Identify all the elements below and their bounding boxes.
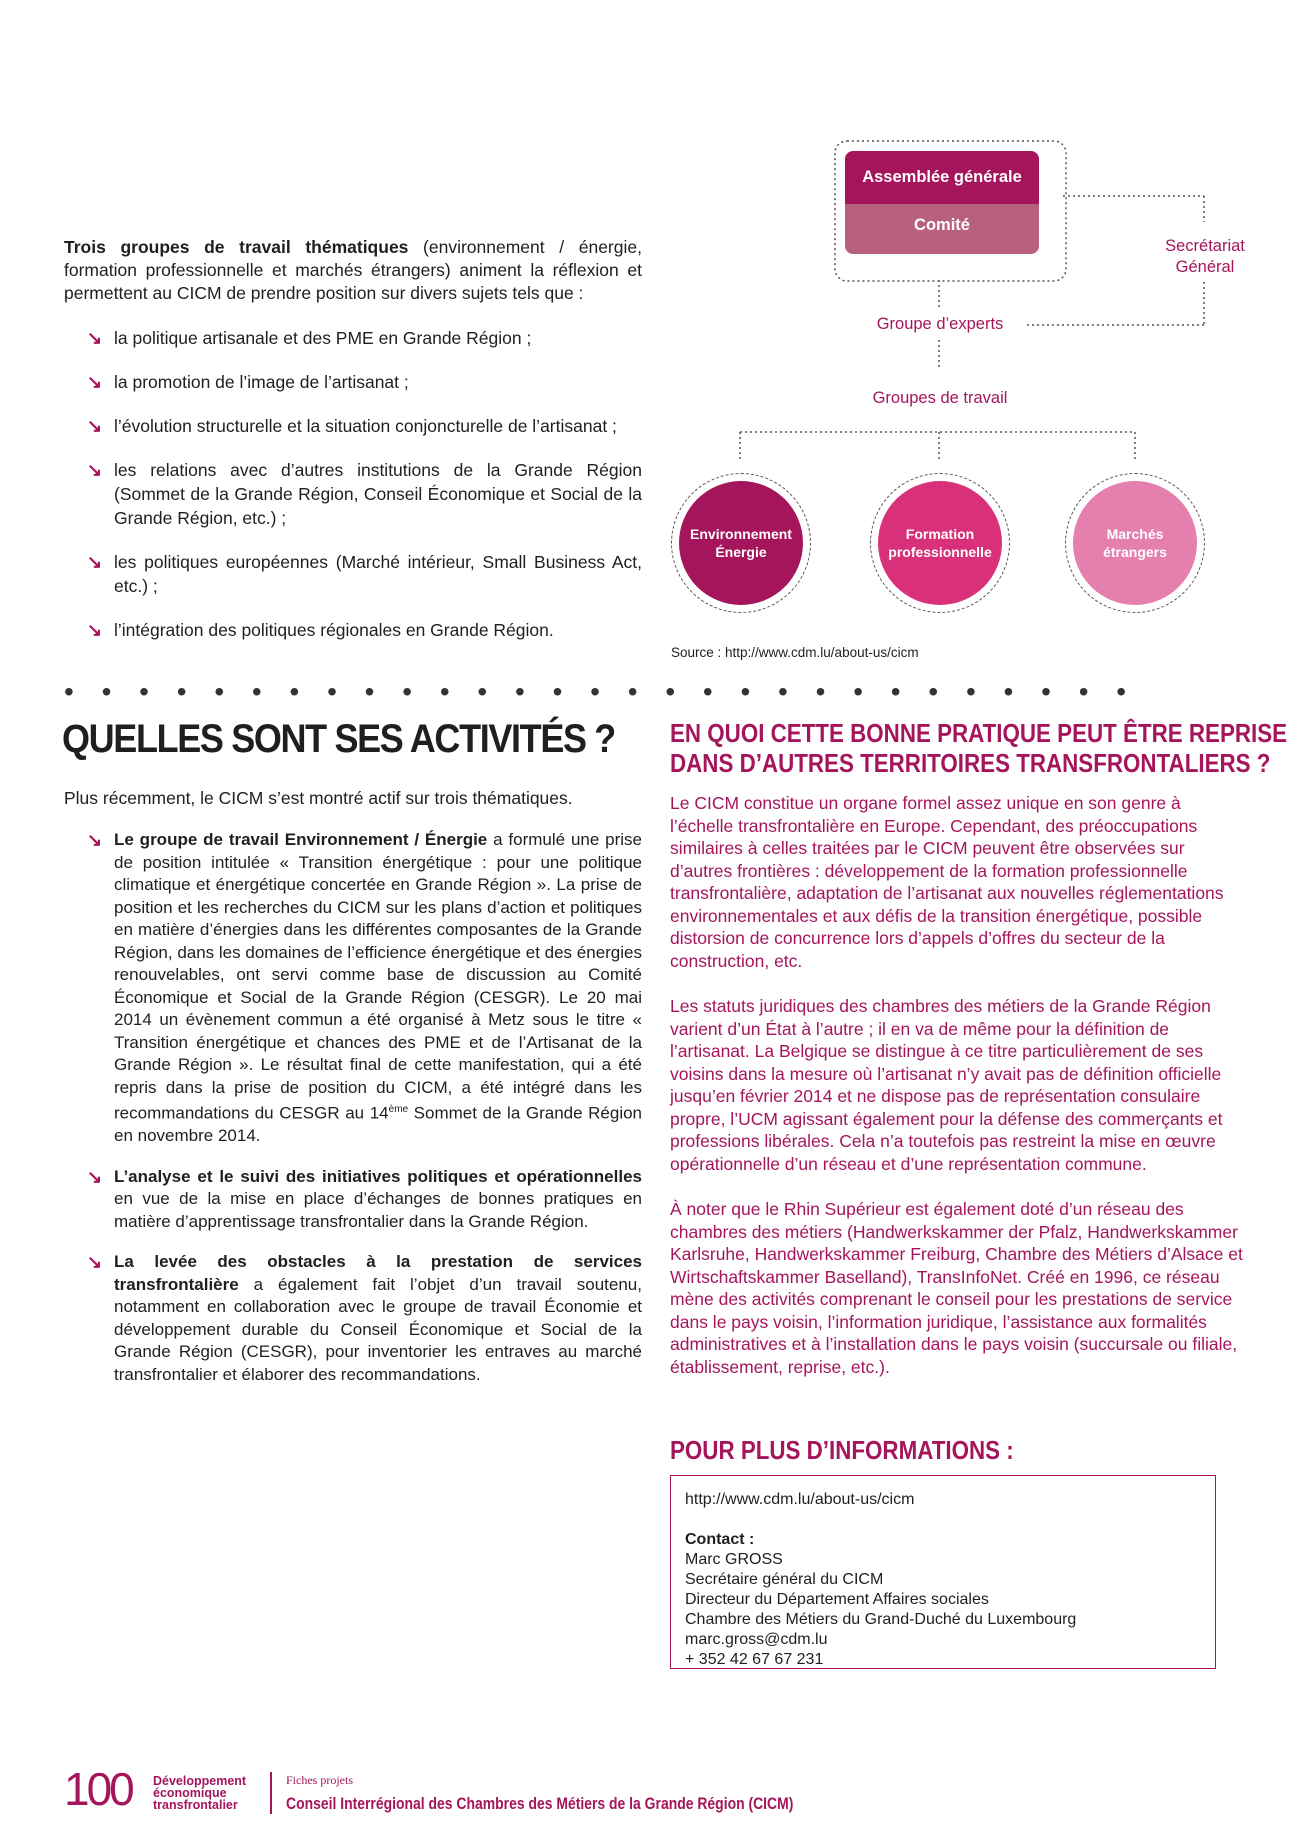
org-source: Source : http://www.cdm.lu/about-us/cicm: [671, 645, 919, 660]
arrow-icon: ↘: [87, 416, 103, 436]
contact-name: Marc GROSS: [685, 1551, 783, 1568]
list-item: ↘ les politiques européennes (Marché intérieur, Small Business Act, etc.) ;: [87, 552, 642, 596]
footer-section: Développement économique transfrontalier: [153, 1774, 247, 1812]
contact-organisation: Chambre des Métiers du Grand-Duché du Luxembourg: [685, 1611, 1077, 1628]
intro-paragraph: [64, 236, 642, 305]
arrow-icon: ↘: [87, 620, 103, 640]
assembly-label: Assemblée générale: [862, 168, 1022, 186]
arrow-icon: ↘: [87, 1166, 103, 1187]
footer-divider: [270, 1772, 272, 1814]
secretariat-label: Secrétariat Général: [1165, 237, 1245, 276]
intro-bold: Trois groupes de travail thématiques: [64, 237, 409, 257]
list-item: ↘ Le groupe de travail Environnement / Énergie a formulé une prise de position intitulée « Transition énergétique : pour une politique climatique et énergétique concertée en Grande Région ». La prise de position et les recherches du CICM sur les plans d’action et politiques en matière d’énergies dans les différentes composantes de la Grande Région, dans les domaines de l’efficience énergétique et des énergies renouvelables, ont servi comme base de discussion au Comité Économique et Social de la Grande Région (CESGR). Le 20 mai 2014 un évènement commun a été organisé à Metz sous le titre « Transition énergétique et chances des PME et de l’Artisanat de la Grande Région ». Le résultat final de cette manifestation, qui a été repris dans la prise de position du CICM, a été intégré dans les recommandations du CESGR au 14ème Sommet de la Grande Région en novembre 2014.: [87, 830, 643, 1146]
page-number: 100: [64, 1763, 132, 1815]
arrow-icon: ↘: [87, 552, 103, 572]
list-item: ↘ La levée des obstacles à la prestation de services transfrontalière a également fait l’objet d’un travail soutenu, notamment en collaboration avec le groupe de travail Économie et développement durable du Conseil Économique et Social de la Grande Région (CESGR), pour inventorier les entraves au marché transfrontalier et élaborer des recommandations.: [87, 1252, 642, 1384]
arrow-icon: ↘: [87, 372, 103, 392]
transfer-paragraph: Les statuts juridiques des chambres des métiers de la Grande Région varient d’un État à l’autre ; il en va de même pour la définition de l’artisanat. La Belgique se distingue à ce titre particulièrement de ses voisins dans la mesure où l’artisanat n’y avait pas de définition officielle jusqu’en février 2014 et ne dispose pas de représentation consulaire propre, l’UCM agissant également pour la défense des commerçants et professions libérales. Cela n’a toutefois pas restreint la mise en œuvre opérationnelle d’un réseau et d’une représentation commune.: [670, 996, 1223, 1174]
list-item: ↘ les relations avec d’autres institutions de la Grande Région (Sommet de la Grande Région, Conseil Économique et Social de la Grande Région, etc.) ;: [87, 460, 642, 528]
circle-training: Formation professionnelle: [870, 473, 1010, 613]
contact-box: [670, 1475, 1216, 1669]
transfer-body: [670, 792, 1248, 1401]
activities-list: [64, 829, 642, 1404]
contact-email[interactable]: marc.gross@cdm.lu: [685, 1631, 828, 1648]
contact-department: Directeur du Département Affaires sociales: [685, 1591, 989, 1608]
activities-intro: Plus récemment, le CICM s’est montré actif sur trois thématiques.: [64, 788, 573, 808]
intro-text: (environnement / énergie, formation professionnelle et marchés étrangers) animent la réflexion et permettent au CICM de prendre position sur divers sujets tels que :: [64, 237, 642, 303]
arrow-icon: ↘: [87, 1252, 103, 1273]
committee-box: [845, 204, 1039, 254]
circle-environment: Environnement Énergie: [671, 473, 811, 613]
committee-label: Comité: [914, 216, 970, 234]
arrow-icon: ↘: [87, 328, 103, 348]
list-item: ↘ la promotion de l’image de l’artisanat ;: [87, 372, 409, 392]
activities-title: QUELLES SONT SES ACTIVITÉS ?: [62, 717, 615, 761]
footer-title: Conseil Interrégional des Chambres des Métiers de la Grande Région (CICM): [286, 1794, 794, 1813]
list-item: ↘ L’analyse et le suivi des initiatives politiques et opérationnelles en vue de la mise en place d’échanges de bonnes pratiques en matière d’apprentissage transfrontalier dans la Grande Région.: [87, 1166, 642, 1231]
assembly-box: [845, 151, 1039, 204]
experts-label: Groupe d’experts: [876, 315, 1004, 333]
dotted-separator: • • • • • • • • • • • • • • • • • • • • • • • • • • • • •: [64, 676, 1137, 707]
more-info-title: POUR PLUS D’INFORMATIONS :: [670, 1435, 1014, 1465]
list-item: ↘ la politique artisanale et des PME en Grande Région ;: [87, 328, 532, 348]
transfer-title: EN QUOI CETTE BONNE PRATIQUE PEUT ÊTRE REPRISE DANS D’AUTRES TERRITOIRES TRANSFRONTALIERS ?: [670, 718, 1288, 778]
groups-label: Groupes de travail: [872, 389, 1008, 407]
contact-label: Contact :: [685, 1531, 755, 1548]
transfer-paragraph: Le CICM constitue un organe formel assez unique en son genre à l’échelle transfrontalière en Europe. Cependant, des préoccupations similaires à celles traitées par le CICM peuvent être observées sur d’autres frontières : développement de la formation professionnelle transfrontalière, adaptation de l’artisanat aux nouvelles réglementations environnementales et aux défis de la transition énergétique, possible distorsion de concurrence lors d’appels d’offres du secteur de la construction, etc.: [670, 793, 1224, 971]
info-url[interactable]: http://www.cdm.lu/about-us/cicm: [685, 1491, 915, 1508]
contact-role: Secrétaire général du CICM: [685, 1571, 884, 1588]
list-item: ↘ l’évolution structurelle et la situation conjoncturelle de l’artisanat ;: [87, 416, 617, 436]
footer-small: Fiches projets: [286, 1773, 353, 1787]
list-item: ↘ l’intégration des politiques régionales en Grande Région.: [87, 620, 554, 640]
intro-bullet-list: [64, 326, 642, 662]
arrow-icon: ↘: [87, 460, 103, 480]
transfer-paragraph: À noter que le Rhin Supérieur est également doté d’un réseau des chambres des métiers (Handwerkskammer der Pfalz, Handwerkskammer Karlsruhe, Handwerkskammer Freiburg, Chambre des Métiers d’Alsace et Wirtschaftskammer Baselland), TransInfoNet. Créé en 1996, ce réseau mène des activités comprenant le conseil pour les prestations de service dans le pays voisin, l’information juridique, l’assistance aux formalités administratives et à l’installation dans le pays voisin (succursale ou filiale, établissement, reprise, etc.).: [670, 1199, 1243, 1377]
circle-markets: Marchés étrangers: [1065, 473, 1205, 613]
arrow-icon: ↘: [87, 830, 103, 850]
contact-phone: + 352 42 67 67 231: [685, 1651, 824, 1668]
